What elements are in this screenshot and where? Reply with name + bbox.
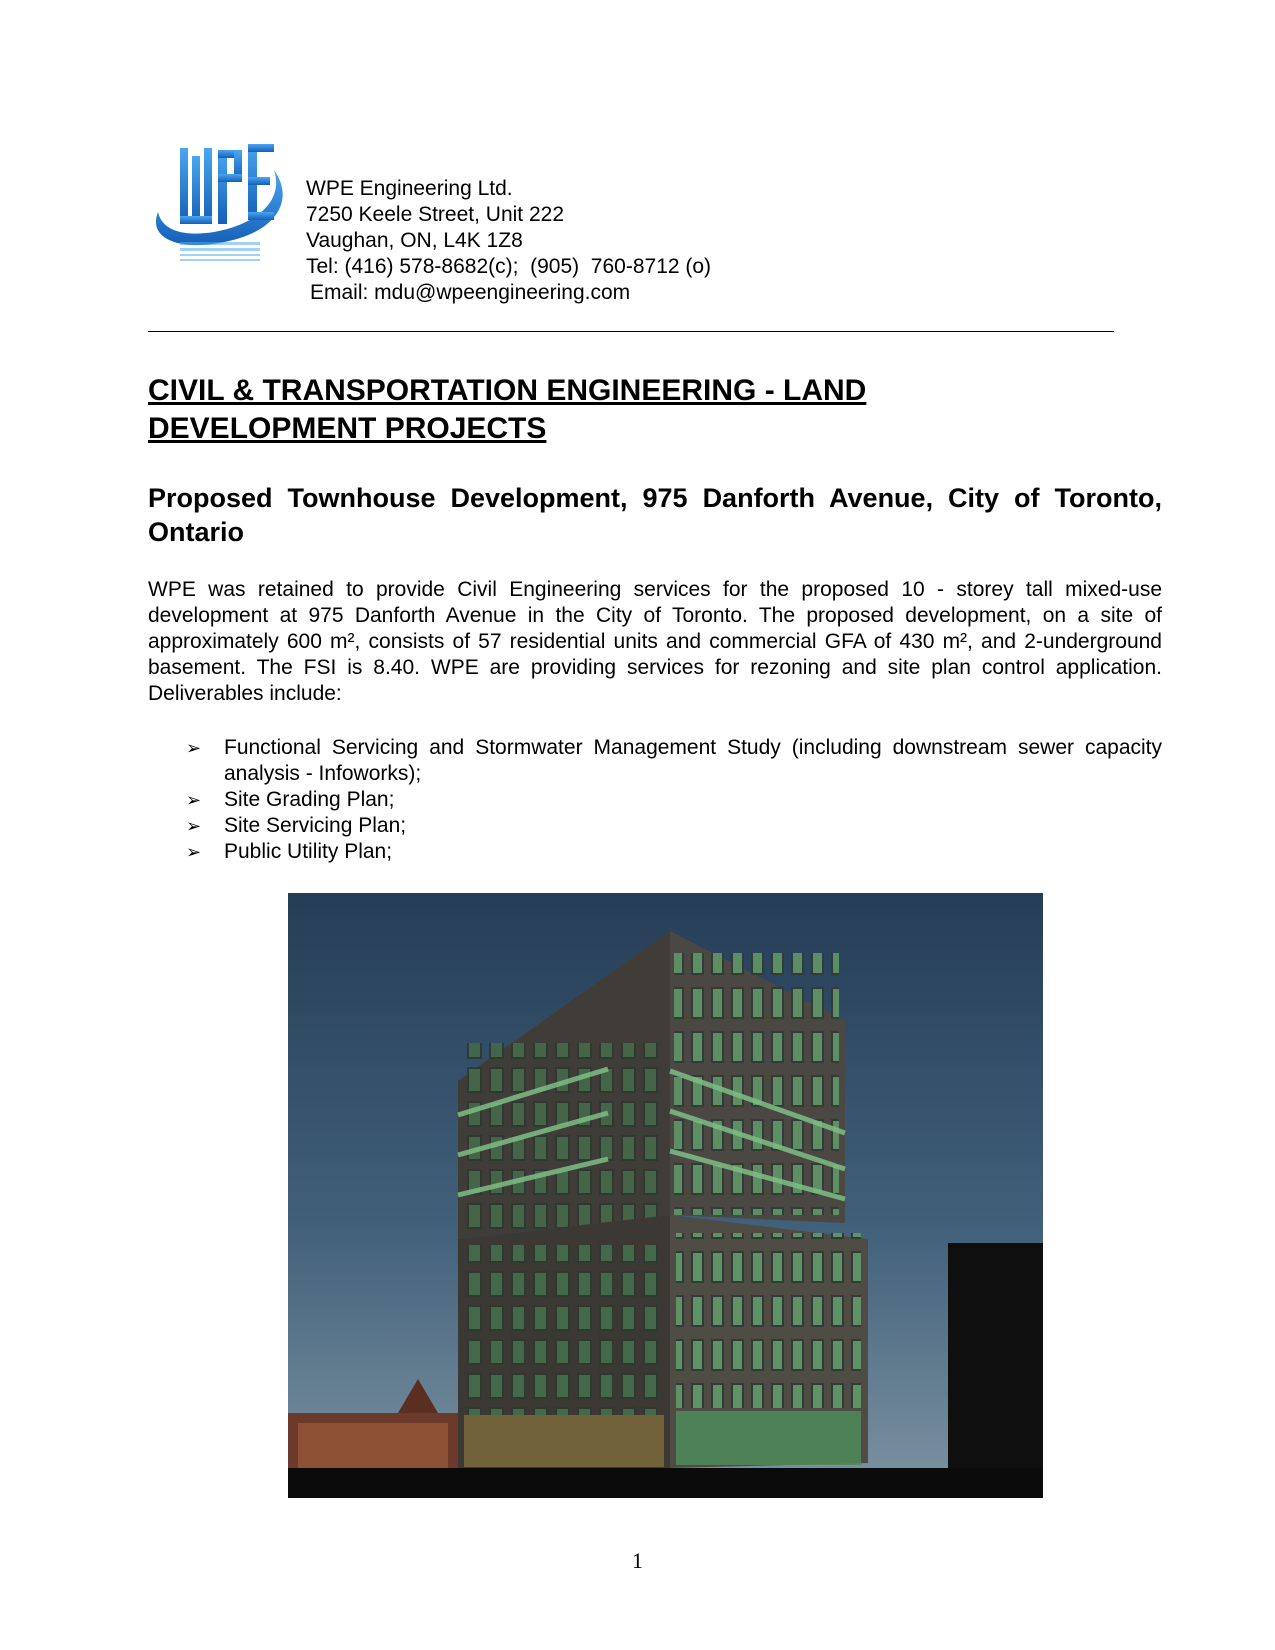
section-heading xyxy=(148,372,1148,448)
company-contact xyxy=(306,176,711,306)
address-city: Vaughan, ON, L4K 1Z8 xyxy=(306,229,523,252)
logo-reflection xyxy=(180,242,260,261)
deliverable-text: Site Servicing Plan; xyxy=(224,814,407,837)
list-item xyxy=(186,735,1162,787)
project-description: WPE was retained to provide Civil Engineering services for the proposed 10 - storey tall mixed-use development at 975 Danforth Avenue in the City of Toronto. The proposed development, on a site of approximately 600 m², consists of 57 residential units and commercial GFA of 430 m², and 2-underground basement. The FSI is 8.40. WPE are providing services for rezoning and site plan control application. Deliverables include: xyxy=(148,578,1162,705)
project-title: Proposed Townhouse Development, 975 Danforth Avenue, City of Toronto, Ontario xyxy=(148,483,1162,547)
deliverable-text: Public Utility Plan; xyxy=(224,840,393,863)
list-item xyxy=(186,839,1162,865)
logo-letters xyxy=(180,144,274,224)
address-street: 7250 Keele Street, Unit 222 xyxy=(306,203,565,226)
deliverable-text: Site Grading Plan; xyxy=(224,788,395,811)
arrow-bullet-icon: ➢ xyxy=(186,816,202,836)
building-rendering-image xyxy=(288,893,1043,1498)
list-item xyxy=(186,813,1162,839)
email-link[interactable]: Email: mdu@wpeengineering.com xyxy=(310,281,631,304)
arrow-bullet-icon: ➢ xyxy=(186,842,202,862)
section-heading-line1: CIVIL & TRANSPORTATION ENGINEERING - LAND xyxy=(148,374,867,407)
arrow-bullet-icon: ➢ xyxy=(186,790,202,810)
phone-numbers: Tel: (416) 578-8682(c); (905) 760-8712 (o) xyxy=(306,255,712,278)
section-heading-line2: DEVELOPMENT PROJECTS xyxy=(148,412,547,445)
header-divider xyxy=(148,331,1114,332)
page-number: 1 xyxy=(632,1548,643,1573)
company-logo xyxy=(148,142,290,266)
arrow-bullet-icon: ➢ xyxy=(186,738,202,758)
list-item xyxy=(186,787,1162,813)
deliverable-text: Functional Servicing and Stormwater Management Study (including downstream sewer capacity analysis - Infoworks); xyxy=(224,736,1162,785)
deliverables-list xyxy=(186,735,1162,865)
company-name: WPE Engineering Ltd. xyxy=(306,177,513,200)
